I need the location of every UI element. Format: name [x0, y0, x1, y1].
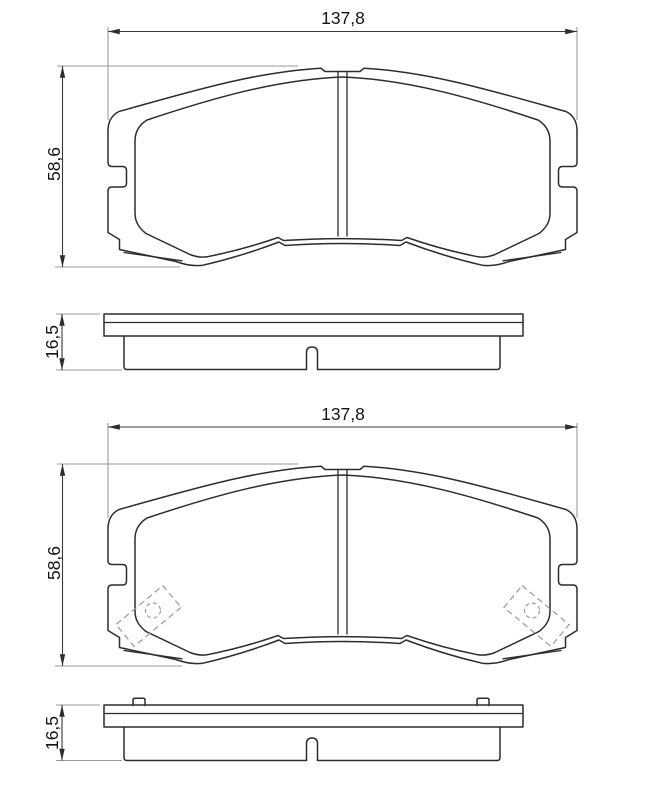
pad-side-outline-bottom	[104, 705, 523, 761]
arrow-right-icon	[565, 424, 577, 429]
arrow-right-icon	[565, 29, 577, 34]
arrow-up-icon	[59, 314, 64, 326]
pad-side-outline-top	[104, 314, 523, 370]
wear-indicator-right	[504, 586, 569, 647]
width-dimension-label: 137,8	[321, 404, 365, 424]
arrow-up-icon	[60, 66, 65, 78]
indicator-hole-right	[525, 603, 540, 618]
arrow-left-icon	[108, 29, 120, 34]
pad-front-outline-top	[108, 68, 577, 265]
front-view-bottom	[44, 404, 577, 666]
arrow-down-icon	[60, 654, 65, 666]
height-dimension-label: 58,6	[44, 146, 64, 182]
pad-front-outline-bottom	[108, 466, 577, 663]
arrow-down-icon	[60, 255, 65, 267]
thickness-dimension-label: 16,5	[42, 324, 62, 360]
wear-indicator-left	[116, 586, 181, 647]
side-view-bottom	[42, 698, 523, 760]
height-dimension-label: 58,6	[44, 545, 64, 581]
arrow-up-icon	[60, 464, 65, 476]
width-dimension-label: 137,8	[321, 8, 365, 28]
side-view-top	[42, 314, 523, 370]
thickness-dimension-label: 16,5	[42, 715, 62, 751]
indicator-hole-left	[146, 603, 161, 618]
arrow-left-icon	[108, 424, 120, 429]
front-view-top	[44, 8, 577, 267]
arrow-up-icon	[59, 705, 64, 717]
